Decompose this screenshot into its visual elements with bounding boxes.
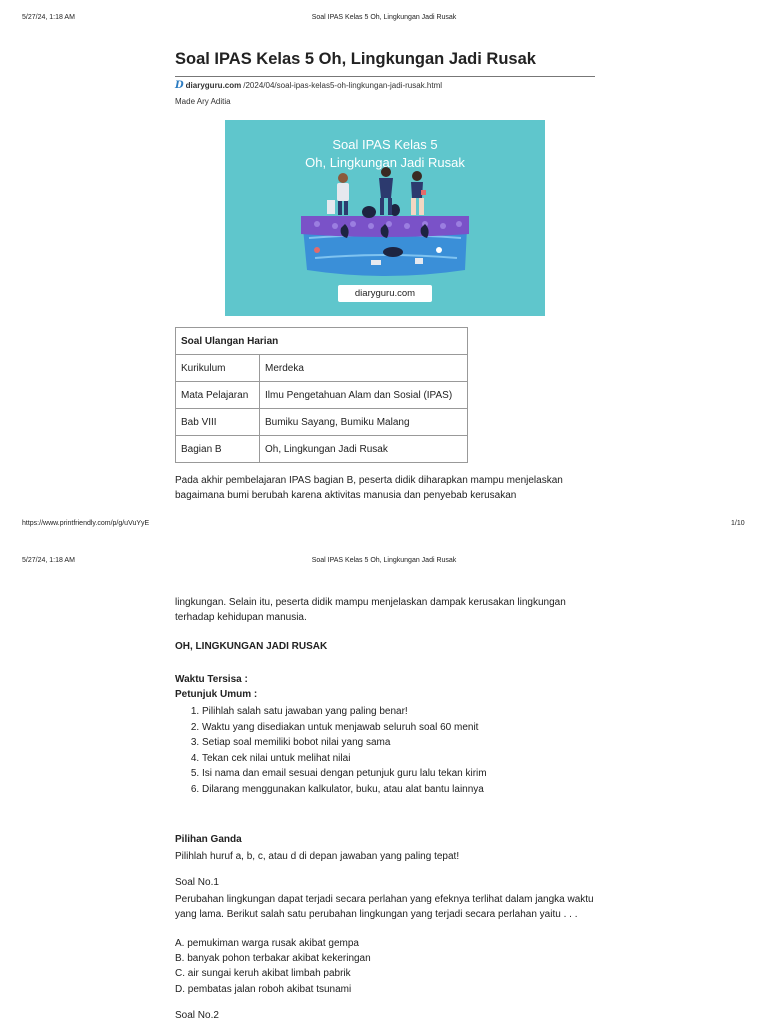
table-row	[176, 382, 468, 409]
list-item: 6. Dilarang menggunakan kalkulator, buku, atau alat bantu lainnya	[202, 782, 487, 798]
timer-label: Waktu Tersisa :	[175, 674, 248, 685]
list-item: 5. Isi nama dan email sesuai dengan petunjuk guru lalu tekan kirim	[202, 766, 487, 782]
print-header-title: Soal IPAS Kelas 5 Oh, Lingkungan Jadi Rusak	[311, 557, 457, 564]
table-cell-value: Ilmu Pengetahuan Alam dan Sosial (IPAS)	[260, 382, 468, 409]
question-label: Soal No.2	[175, 1010, 219, 1021]
section-heading: OH, LINGKUNGAN JADI RUSAK	[175, 641, 328, 652]
multiple-choice-instruction: Pilihlah huruf a, b, c, atau d di depan jawaban yang paling tepat!	[175, 851, 460, 862]
hero-image	[225, 120, 545, 316]
table-header: Soal Ulangan Harian	[176, 328, 468, 355]
table-cell-label: Bab VIII	[176, 409, 260, 436]
source-path: /2024/04/soal-ipas-kelas5-oh-lingkungan-jadi-rusak.html	[243, 81, 443, 90]
table-cell-value: Bumiku Sayang, Bumiku Malang	[260, 409, 468, 436]
table-cell-label: Kurikulum	[176, 355, 260, 382]
print-header-title: Soal IPAS Kelas 5 Oh, Lingkungan Jadi Rusak	[311, 14, 457, 21]
answer-option-a: A. pemukiman warga rusak akibat gempa	[175, 938, 359, 949]
table-header-row	[176, 328, 468, 355]
table-row	[176, 355, 468, 382]
hero-site-label: diaryguru.com	[338, 285, 432, 302]
source-url[interactable]	[175, 80, 442, 91]
info-table	[175, 327, 468, 463]
list-item: 1. Pilihlah salah satu jawaban yang paling benar!	[202, 704, 487, 720]
table-cell-label: Bagian B	[176, 436, 260, 463]
hero-title-line2: Oh, Lingkungan Jadi Rusak	[305, 155, 465, 170]
answer-option-c: C. air sungai keruh akibat limbah pabrik	[175, 968, 351, 979]
multiple-choice-heading: Pilihan Ganda	[175, 834, 242, 845]
print-footer-page: 1/10	[731, 520, 745, 527]
table-row	[176, 436, 468, 463]
table-cell-value: Merdeka	[260, 355, 468, 382]
list-item: 3. Setiap soal memiliki bobot nilai yang sama	[202, 735, 487, 751]
intro-paragraph: Pada akhir pembelajaran IPAS bagian B, peserta didik diharapkan mampu menjelaskan bagaimana bumi berubah karena aktivitas manusia dan penyebab kerusakan	[175, 475, 563, 501]
list-item: 2. Waktu yang disediakan untuk menjawab seluruh soal 60 menit	[202, 720, 487, 736]
source-domain: diaryguru.com	[185, 81, 242, 90]
article-title: Soal IPAS Kelas 5 Oh, Lingkungan Jadi Rusak	[175, 50, 595, 77]
table-cell-value: Oh, Lingkungan Jadi Rusak	[260, 436, 468, 463]
question-text: Perubahan lingkungan dapat terjadi secara perlahan yang efeknya terlihat dalam jangka waktu yang lama. Berikut salah satu perubahan lingkungan yang terjadi secara perlahan yaitu . . .	[175, 894, 594, 920]
print-header-datetime: 5/27/24, 1:18 AM	[22, 14, 75, 21]
author-name: Made Ary Aditia	[175, 97, 231, 106]
table-row	[176, 409, 468, 436]
list-item: 4. Tekan cek nilai untuk melihat nilai	[202, 751, 487, 767]
table-cell-label: Mata Pelajaran	[176, 382, 260, 409]
instructions-list	[189, 704, 487, 797]
diaryguru-logo-icon: D	[175, 80, 184, 91]
question-label: Soal No.1	[175, 877, 219, 888]
hero-title-line1: Soal IPAS Kelas 5	[332, 137, 438, 152]
instructions-heading: Petunjuk Umum :	[175, 689, 258, 700]
page-gap	[0, 537, 768, 549]
answer-option-d: D. pembatas jalan roboh akibat tsunami	[175, 984, 352, 995]
print-header-datetime: 5/27/24, 1:18 AM	[22, 557, 75, 564]
answer-option-b: B. banyak pohon terbakar akibat kekeringan	[175, 953, 371, 964]
print-footer-url: https://www.printfriendly.com/p/g/uVuYyE	[22, 520, 150, 527]
intro-paragraph-continued: lingkungan. Selain itu, peserta didik mampu menjelaskan dampak kerusakan lingkungan terhadap kehidupan manusia.	[175, 597, 566, 623]
